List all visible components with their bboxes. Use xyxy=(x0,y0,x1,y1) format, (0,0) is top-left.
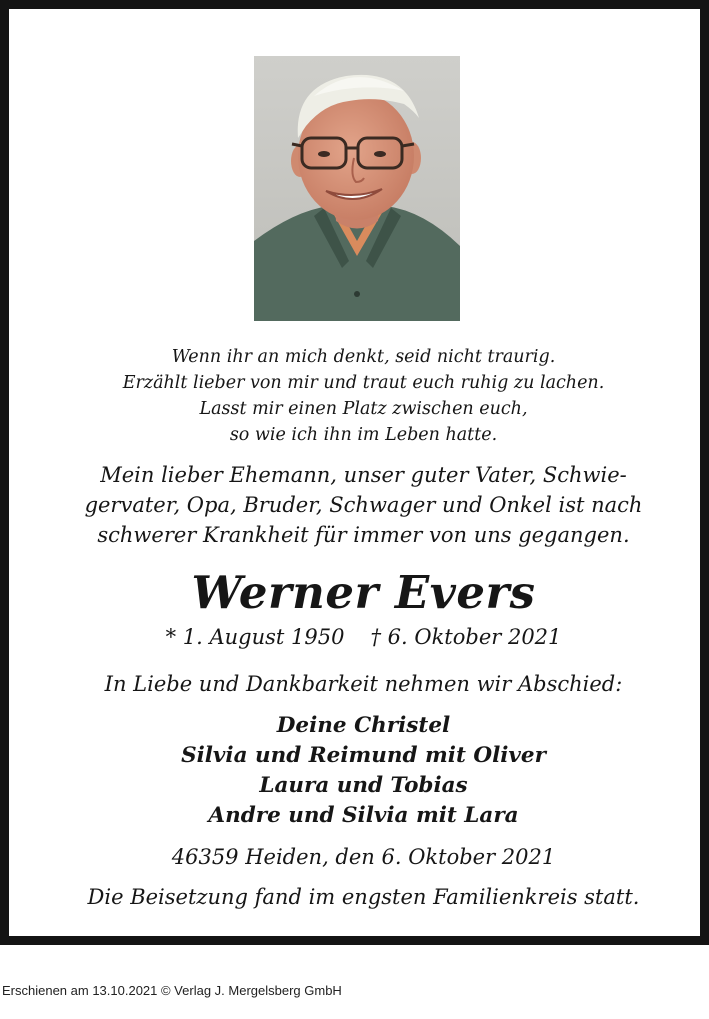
verse-line: Lasst mir einen Platz zwischen euch, xyxy=(199,399,528,419)
verse-line: so wie ich ihn im Leben hatte. xyxy=(229,425,498,445)
deceased-name: Werner Evers xyxy=(191,566,536,619)
family-member: Andre und Silvia mit Lara xyxy=(208,803,519,828)
verse-block xyxy=(9,344,709,448)
verse-line: Erzählt lieber von mir und traut euch ruhig zu lachen. xyxy=(122,373,605,393)
publication-footer: Erschienen am 13.10.2021 © Verlag J. Mergelsberg GmbH xyxy=(2,983,342,998)
announcement-line: gervater, Opa, Bruder, Schwager und Onkel ist nach xyxy=(84,493,643,517)
death-date: † 6. Oktober 2021 xyxy=(370,625,562,649)
family-member: Laura und Tobias xyxy=(259,773,468,798)
farewell-line: In Liebe und Dankbarkeit nehmen wir Abschied: xyxy=(104,672,623,696)
place-date: 46359 Heiden, den 6. Oktober 2021 xyxy=(171,845,556,869)
verse-line: Wenn ihr an mich denkt, seid nicht traurig. xyxy=(171,347,556,367)
announcement-block xyxy=(9,460,709,550)
family-list xyxy=(9,711,709,831)
announcement-line: Mein lieber Ehemann, unser guter Vater, Schwie- xyxy=(100,463,627,487)
family-member: Deine Christel xyxy=(276,713,451,738)
birth-date: * 1. August 1950 xyxy=(165,625,345,649)
portrait-photo xyxy=(254,56,460,321)
life-dates xyxy=(9,622,709,652)
burial-note: Die Beisetzung fand im engsten Familienkreis statt. xyxy=(87,885,640,909)
family-member: Silvia und Reimund mit Oliver xyxy=(181,743,546,768)
announcement-line: schwerer Krankheit für immer von uns gegangen. xyxy=(97,523,630,547)
